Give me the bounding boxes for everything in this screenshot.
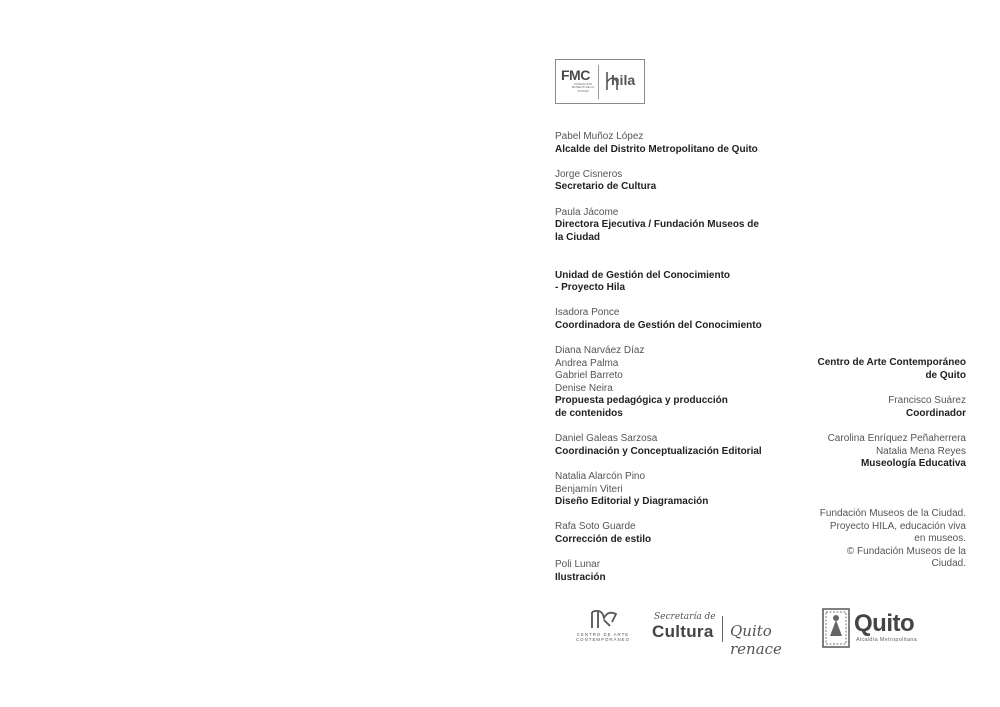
credit-unit bbox=[555, 270, 730, 295]
logo-separator bbox=[722, 616, 723, 642]
secretaria-cultura-logo bbox=[650, 612, 820, 658]
coordinator-role: Coordinador bbox=[906, 407, 966, 419]
quito-alcaldia-logo bbox=[822, 608, 932, 650]
credit-pedagogy bbox=[555, 345, 735, 421]
cac-logo-icon bbox=[570, 608, 640, 648]
credit-role: Directora Ejecutiva / Fundación Museos de la Ciudad bbox=[555, 219, 759, 243]
credits-list bbox=[555, 131, 765, 584]
coordinator-name: Francisco Suárez bbox=[888, 395, 966, 406]
institution-block bbox=[816, 357, 966, 382]
credit-name: Jorge Cisneros bbox=[555, 168, 623, 180]
copyright-text: © Fundación Museos de la Ciudad. bbox=[846, 545, 966, 570]
credit-name: Gabriel Barreto bbox=[555, 370, 623, 382]
credit-mayor bbox=[555, 131, 765, 156]
credit-editorial bbox=[555, 433, 765, 458]
museology-role: Museología Educativa bbox=[860, 458, 966, 470]
credit-name: Benjamín Viteri bbox=[555, 483, 623, 495]
credit-coordinator bbox=[555, 307, 765, 332]
logo-divider bbox=[598, 65, 599, 99]
credit-role: Diseño Editorial y Diagramación bbox=[555, 496, 709, 508]
credit-role: Ilustración bbox=[555, 571, 606, 583]
hila-logo-text: hila bbox=[611, 72, 636, 88]
credit-name: Poli Lunar bbox=[555, 559, 601, 571]
credit-name: Pabel Muñoz López bbox=[555, 131, 644, 142]
credit-name: Denise Neira bbox=[555, 382, 613, 394]
cac-logo-text: CENTRO DE ARTE CONTEMPORÁNEO bbox=[576, 632, 630, 642]
coordinator-block bbox=[810, 395, 966, 420]
fmc-hila-logo bbox=[555, 59, 645, 104]
quito-word: Quito bbox=[854, 610, 915, 637]
credit-illustration bbox=[555, 559, 765, 584]
quito-crest-icon bbox=[822, 608, 850, 648]
credit-role: Coordinadora de Gestión del Conocimiento bbox=[555, 319, 762, 331]
fmc-logo-subtext: FUNDACIÓN MUSEOS DE LA CIUDAD bbox=[571, 82, 595, 93]
credit-proofreading bbox=[555, 521, 765, 546]
credit-name: Daniel Galeas Sarzosa bbox=[555, 433, 658, 445]
credit-name: Andrea Palma bbox=[555, 357, 619, 369]
credit-role: Alcalde del Distrito Metropolitano de Quito bbox=[555, 143, 758, 155]
footer-block bbox=[816, 508, 966, 571]
secretaria-script: Secretaría de bbox=[654, 612, 716, 622]
credit-role: Unidad de Gestión del Conocimiento - Proyecto Hila bbox=[555, 269, 731, 294]
credit-secretary bbox=[555, 169, 765, 194]
credit-design bbox=[555, 471, 765, 509]
credit-name: Paula Jácome bbox=[555, 206, 619, 218]
credit-director bbox=[555, 207, 760, 245]
credit-role: Coordinación y Conceptualización Editorial bbox=[555, 445, 762, 457]
museology-name: Carolina Enríquez Peñaherrera bbox=[827, 433, 966, 444]
quito-renace-tagline: Quito renace bbox=[730, 622, 782, 658]
credit-name: Rafa Soto Guarde bbox=[555, 521, 636, 533]
credit-role: Secretario de Cultura bbox=[555, 181, 657, 193]
credit-role: Propuesta pedagógica y producción de contenidos bbox=[555, 395, 728, 420]
credit-name: Natalia Alarcón Pino bbox=[555, 471, 646, 483]
museology-block bbox=[800, 433, 966, 471]
footer-text: Fundación Museos de la Ciudad. Proyecto HILA, educación viva en museos. bbox=[819, 508, 966, 545]
secretaria-cultura-word: Cultura bbox=[652, 622, 714, 641]
alcaldia-subtitle: Alcaldía Metropolitana bbox=[856, 637, 918, 643]
museology-name: Natalia Mena Reyes bbox=[875, 445, 966, 457]
credit-role: Corrección de estilo bbox=[555, 534, 652, 545]
fmc-logo-text: FMC bbox=[561, 67, 590, 83]
institution-name: Centro de Arte Contemporáneo de Quito bbox=[817, 357, 966, 381]
sponsor-logos bbox=[560, 606, 940, 658]
credit-name: Diana Narváez Díaz bbox=[555, 345, 645, 357]
credit-name: Isadora Ponce bbox=[555, 307, 620, 319]
